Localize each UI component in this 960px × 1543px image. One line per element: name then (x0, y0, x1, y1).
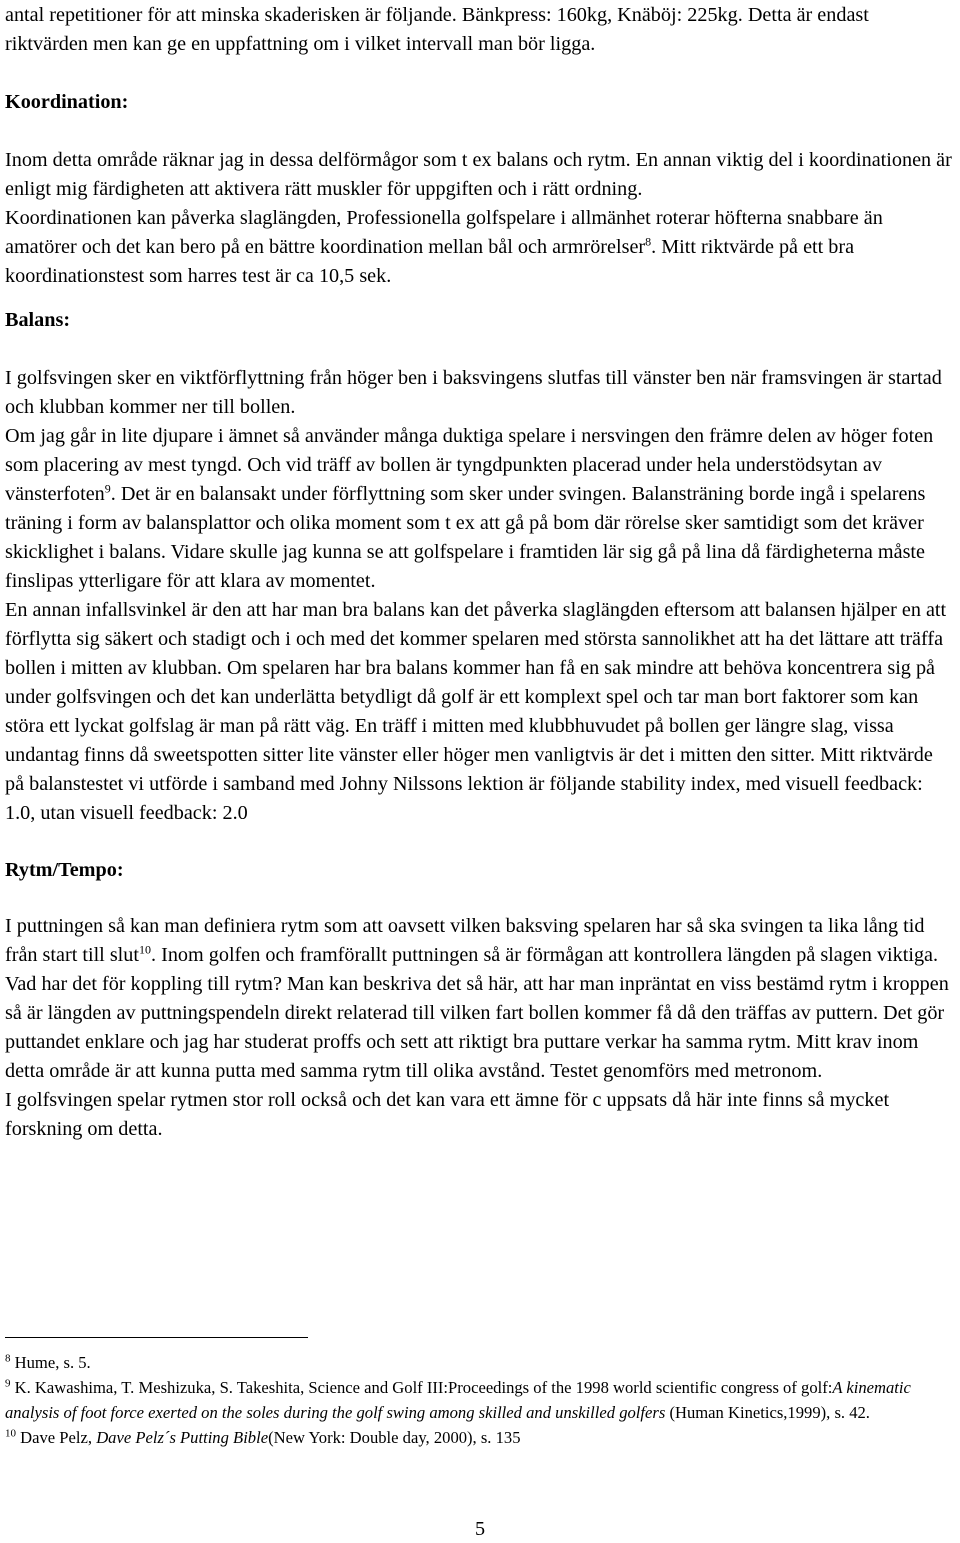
intro-paragraph: antal repetitioner för att minska skaderisken är följande. Bänkpress: 160kg, Knäböj: 225kg. Detta är endast riktvärden men kan ge en uppfattning om i vilket intervall man bör ligga. (5, 4, 869, 55)
paragraph-text: Om jag går in lite djupare i ämnet så använder många duktiga spelare i nersvingen den främre delen av höger foten som placering av mest tyngd. Och vid träff av bollen är tyngdpunkten placerad under hela understödsytan av vänsterfoten (5, 425, 934, 505)
balans-paragraph-2 (5, 422, 955, 596)
footnote-9 (5, 1375, 955, 1425)
heading-rytm-tempo: Rytm/Tempo: (5, 859, 124, 881)
footnote-number: 8 (5, 1352, 11, 1365)
paragraph-text: I puttningen så kan man definiera rytm som att oavsett vilken baksving spelaren har så ska svingen ta lika lång tid från start till slut (5, 915, 925, 966)
heading-koordination: Koordination: (5, 91, 129, 113)
footnote-number: 9 (5, 1377, 11, 1390)
paragraph-text: . Mitt riktvärde på ett bra koordinationstest som harres test är ca 10,5 sek. (5, 236, 855, 287)
footnote-text: (New York: Double day, 2000), s. 135 (268, 1428, 521, 1447)
footnote-title: Dave Pelz´s Putting Bible (96, 1428, 269, 1447)
footnote-ref-10[interactable]: 10 (139, 942, 151, 957)
footnote-text: K. Kawashima, T. Meshizuka, S. Takeshita, Science and Golf III:Proceedings of the 1998 world scientific congress of golf: (10, 1378, 833, 1397)
paragraph-text: . Det är en balansakt under förflyttning som sker under svingen. Balansträning borde ingå i spelarens träning i form av balansplattor och olika moment som t ex att gå på bom där rörelse sker samtidigt som det kräver skicklighet i balans. Vidare skulle jag kunna se att golfspelare i framtiden lär sig gå på lina då färdigheterna måste finslipas ytterligare för att klara av momentet. (5, 483, 926, 592)
paragraph-text: Koordinationen kan påverka slaglängden, Professionella golfspelare i allmänhet roterar höfterna snabbare än amatörer och det kan bero på en bättre koordination mellan bål och armrörelser (5, 207, 883, 258)
footnote-10 (5, 1425, 955, 1450)
footnotes (5, 1350, 955, 1450)
rytm-paragraph-1 (5, 912, 955, 1086)
document-page (5, 0, 955, 1144)
footnote-ref-8[interactable]: 8 (645, 234, 652, 249)
balans-paragraph-3: En annan infallsvinkel är den att har man bra balans kan det påverka slaglängden eftersom att balansen hjälper en att förflytta sig säkert och stadigt och i och med det kommer spelaren med största sannolikhet att ha det lättare att träffa bollen i mitten av klubban. Om spelaren har bra balans kommer han få en sak mindre att behöva koncentrera sig på under golfsvingen och det kan underlätta betydligt då golf är ett komplext spel och tar man bort faktorer som kan störa ett lyckat golfslag är man på rätt väg. En träff i mitten med klubbhuvudet på bollen ger längre slag, vissa undantag finns då sweetspotten sitter lite vänster eller höger men vanligtvis är det i mitten den sitter. Mitt riktvärde på balanstestet vi utförde i samband med Johny Nilssons lektion är följande stability index, med visuell feedback: 1.0, utan visuell feedback: 2.0 (5, 599, 947, 824)
footnote-text: Dave Pelz, (16, 1428, 97, 1447)
paragraph-text: . Inom golfen och framförallt puttningen så är förmågan att kontrollera längden på slagen viktiga. Vad har det för koppling till rytm? Man kan beskriva det så här, att har man inpräntat en viss bestämd rytm i kroppen så är längden av puttningspendeln direkt relaterad till vilken fart bollen kommer få då den träffas av puttern. Det gör puttandet enklare och jag har studerat proffs och sett att riktigt bra puttare verkar ha samma rytm. Mitt krav inom detta område är att kunna putta med samma rytm till olika avstånd. Testet genomförs med metronom. (5, 944, 949, 1082)
koordination-paragraph-2 (5, 204, 955, 291)
rytm-paragraph-2: I golfsvingen spelar rytmen stor roll också och det kan vara ett ämne för c uppsats då här inte finns så mycket forskning om detta. (5, 1089, 890, 1140)
koordination-paragraph-1: Inom detta område räknar jag in dessa delförmågor som t ex balans och rytm. En annan viktig del i koordinationen är enligt mig färdigheten att aktivera rätt muskler för uppgiften och i rätt ordning. (5, 149, 952, 200)
page-number: 5 (474, 1518, 486, 1540)
footnote-ref-9[interactable]: 9 (104, 481, 111, 496)
balans-paragraph-1: I golfsvingen sker en viktförflyttning från höger ben i baksvingens slutfas till vänster ben när framsvingen är startad och klubban kommer ner till bollen. (5, 367, 942, 418)
footnote-number: 10 (5, 1427, 16, 1440)
footnote-8 (5, 1350, 955, 1375)
footnote-text: (Human Kinetics,1999), s. 42. (665, 1403, 870, 1422)
footnote-separator (5, 1337, 308, 1338)
footnote-title: A kinematic analysis of foot force exerted on the soles during the golf swing among skilled and unskilled golfers (5, 1378, 911, 1422)
heading-balans: Balans: (5, 309, 71, 331)
footnote-text: Hume, s. 5. (10, 1353, 91, 1372)
